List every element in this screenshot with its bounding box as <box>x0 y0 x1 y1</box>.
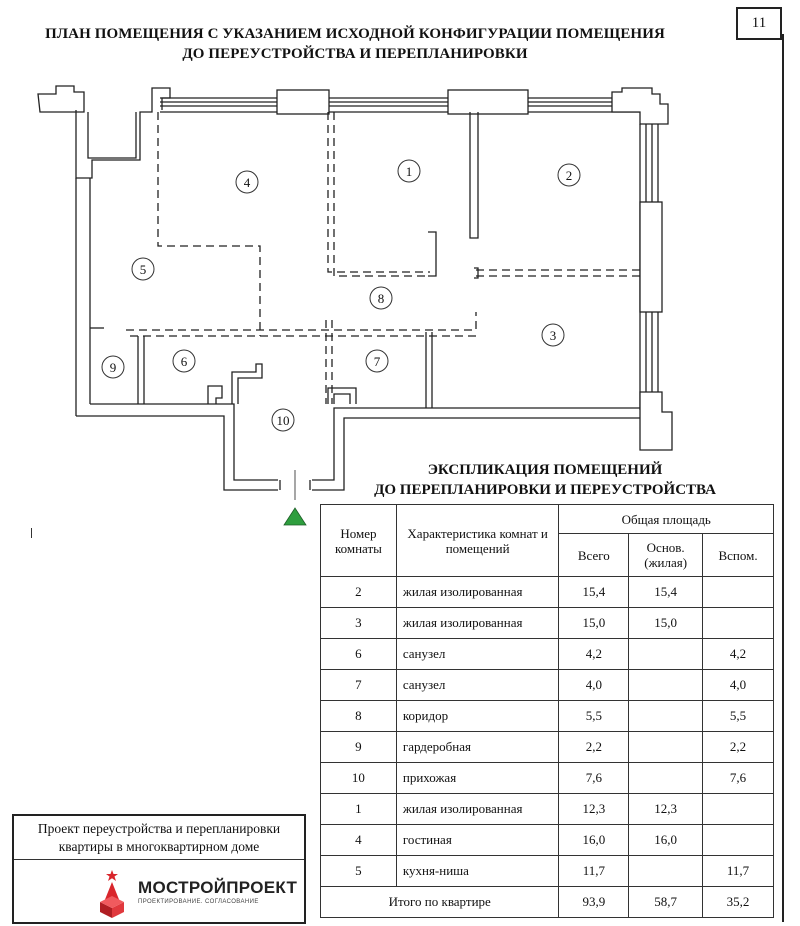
table-row <box>321 794 774 825</box>
cell-characteristic: санузел <box>396 639 559 670</box>
plan-title-line-2: ДО ПЕРЕУСТРОЙСТВА И ПЕРЕПЛАНИРОВКИ <box>182 46 528 62</box>
explication-title <box>330 460 760 500</box>
cell-main: 15,0 <box>629 608 703 639</box>
wall-segment <box>76 416 278 490</box>
wall-segment <box>38 86 84 112</box>
title-stamp <box>12 814 306 924</box>
total-aux: 35,2 <box>703 887 774 918</box>
cell-room-number: 9 <box>321 732 397 763</box>
dashed-partition <box>334 112 430 276</box>
cell-main <box>629 763 703 794</box>
cell-total: 5,5 <box>559 701 629 732</box>
edge-tick <box>31 528 32 538</box>
table-row <box>321 732 774 763</box>
cell-room-number: 4 <box>321 825 397 856</box>
explication-title-line-2: ДО ПЕРЕПЛАНИРОВКИ И ПЕРЕУСТРОЙСТВА <box>374 482 716 498</box>
door-stub <box>208 386 222 404</box>
wall-pier <box>448 90 528 114</box>
cell-aux <box>703 825 774 856</box>
cell-aux: 4,0 <box>703 670 774 701</box>
cell-aux: 5,5 <box>703 701 774 732</box>
room-number-3: 3 <box>549 328 557 343</box>
dashed-partition <box>126 312 476 330</box>
cell-main <box>629 732 703 763</box>
cell-main <box>629 856 703 887</box>
cell-total: 4,0 <box>559 670 629 701</box>
wall-pier <box>640 202 662 312</box>
total-label: Итого по квартире <box>321 887 559 918</box>
header-room-number: Номер комнаты <box>321 505 397 577</box>
cell-aux: 11,7 <box>703 856 774 887</box>
wall-segment <box>76 88 170 178</box>
cell-characteristic: жилая изолированная <box>396 608 559 639</box>
total-all: 93,9 <box>559 887 629 918</box>
cell-room-number: 3 <box>321 608 397 639</box>
project-description-line-2: квартиры в многоквартирном доме <box>58 839 260 854</box>
header-total-area: Общая площадь <box>559 505 774 534</box>
project-description-line-1: Проект переустройства и перепланировки <box>37 821 281 836</box>
room-number-8: 8 <box>377 291 385 306</box>
room-number-4: 4 <box>243 175 251 190</box>
table-row <box>321 608 774 639</box>
cell-aux: 2,2 <box>703 732 774 763</box>
dashed-partition <box>328 112 430 272</box>
cell-room-number: 1 <box>321 794 397 825</box>
room-number-9: 9 <box>109 360 117 375</box>
table-row <box>321 670 774 701</box>
cell-room-number: 10 <box>321 763 397 794</box>
cell-main <box>629 639 703 670</box>
door-stub <box>428 232 436 276</box>
cell-aux: 7,6 <box>703 763 774 794</box>
cell-main <box>629 670 703 701</box>
cell-total: 7,6 <box>559 763 629 794</box>
header-aux: Вспом. <box>703 534 774 577</box>
room-number-2: 2 <box>565 168 573 183</box>
header-main: Основ. (жилая) <box>629 534 703 577</box>
cell-aux: 4,2 <box>703 639 774 670</box>
cell-total: 15,0 <box>559 608 629 639</box>
project-description <box>14 820 304 860</box>
room-number-7: 7 <box>373 354 381 369</box>
logo-star <box>106 870 118 881</box>
company-logo-icon <box>94 868 130 918</box>
cell-room-number: 8 <box>321 701 397 732</box>
cell-characteristic: гостиная <box>396 825 559 856</box>
room-number-10: 10 <box>276 413 290 428</box>
corner-column <box>612 88 668 124</box>
door-stub <box>232 364 262 404</box>
table-total-row <box>321 887 774 918</box>
wall-segment <box>88 112 136 158</box>
cell-main: 15,4 <box>629 577 703 608</box>
cell-characteristic: прихожая <box>396 763 559 794</box>
cell-characteristic: жилая изолированная <box>396 794 559 825</box>
table-row <box>321 825 774 856</box>
cell-main <box>629 701 703 732</box>
corner-column <box>640 392 672 450</box>
cell-room-number: 2 <box>321 577 397 608</box>
cell-room-number: 5 <box>321 856 397 887</box>
header-characteristic: Характеристика комнат и помещений <box>396 505 559 577</box>
cell-characteristic: гардеробная <box>396 732 559 763</box>
cell-total: 11,7 <box>559 856 629 887</box>
cell-total: 16,0 <box>559 825 629 856</box>
wall-pier <box>277 90 329 114</box>
cell-main: 12,3 <box>629 794 703 825</box>
door-stub <box>470 112 478 238</box>
entrance-triangle-icon <box>284 508 306 525</box>
page-number: 11 <box>736 7 782 40</box>
cell-total: 4,2 <box>559 639 629 670</box>
table-row <box>321 763 774 794</box>
cell-characteristic: кухня-ниша <box>396 856 559 887</box>
cell-characteristic: коридор <box>396 701 559 732</box>
cell-aux <box>703 577 774 608</box>
room-number-1: 1 <box>405 164 413 179</box>
table-row <box>321 701 774 732</box>
header-all: Всего <box>559 534 629 577</box>
door-stub <box>334 394 350 404</box>
cell-total: 2,2 <box>559 732 629 763</box>
room-number-6: 6 <box>180 354 188 369</box>
cell-characteristic: санузел <box>396 670 559 701</box>
explication-title-line-1: ЭКСПЛИКАЦИЯ ПОМЕЩЕНИЙ <box>427 462 663 478</box>
logo-subtitle: ПРОЕКТИРОВАНИЕ. СОГЛАСОВАНИЕ <box>138 899 259 905</box>
table-row <box>321 577 774 608</box>
cell-total: 15,4 <box>559 577 629 608</box>
explication-table <box>320 504 774 918</box>
cell-room-number: 6 <box>321 639 397 670</box>
cell-room-number: 7 <box>321 670 397 701</box>
cell-aux <box>703 794 774 825</box>
room-number-5: 5 <box>139 262 147 277</box>
dashed-partition <box>158 112 260 336</box>
table-row <box>321 856 774 887</box>
cell-main: 16,0 <box>629 825 703 856</box>
cell-total: 12,3 <box>559 794 629 825</box>
total-main: 58,7 <box>629 887 703 918</box>
cell-aux <box>703 608 774 639</box>
logo-name: МОСТРОЙПРОЕКТ <box>138 878 298 897</box>
plan-title-line-1: ПЛАН ПОМЕЩЕНИЯ С УКАЗАНИЕМ ИСХОДНОЙ КОНФИГУРАЦИИ ПОМЕЩЕНИЯ <box>45 26 665 42</box>
cell-characteristic: жилая изолированная <box>396 577 559 608</box>
table-row <box>321 639 774 670</box>
